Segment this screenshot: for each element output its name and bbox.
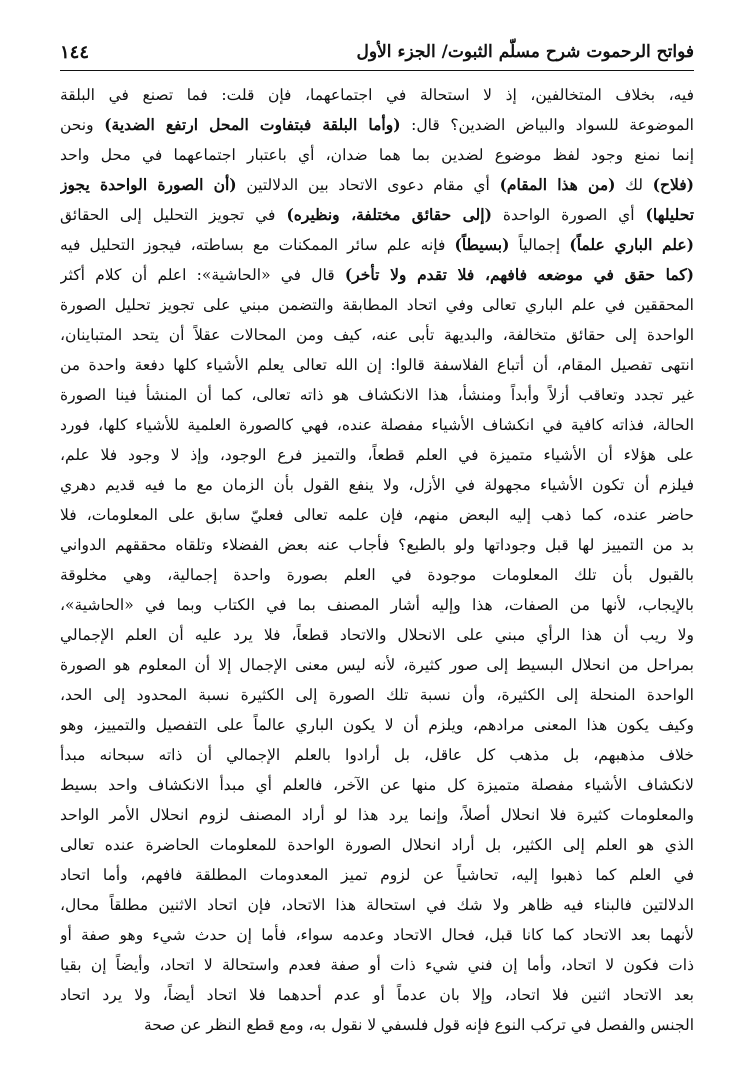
commentary-text: فيه، بخلاف المتخالفين، إذ لا استحالة في اجتماعهما، فإن قلت: فما تصنع في البلقة <box>60 86 694 104</box>
text-line <box>60 500 694 530</box>
commentary-text: غير تجدد وتعاقب أزلاً وأبداً ومنشأ، هذا الانكشاف هو ذاته تعالى، كما أن المنشأ فينا الصورة <box>60 386 694 404</box>
text-line <box>60 800 694 830</box>
text-line <box>60 140 694 170</box>
matn-text: (بسيطاً) <box>454 235 510 254</box>
commentary-text: الموضوعة للسواد والبياض الضدين؟ قال: <box>400 116 694 134</box>
running-title: فواتح الرحموت شرح مسلّم الثبوت/ الجزء الأول <box>356 42 694 62</box>
text-line <box>60 80 694 110</box>
commentary-text: المحققين في علم الباري تعالى وفي اتحاد المطابقة والتضمن مبني على تجويز تحليل الصورة <box>60 296 694 314</box>
body-text <box>60 80 694 1040</box>
text-line <box>60 1010 694 1040</box>
text-line <box>60 380 694 410</box>
text-line <box>60 710 694 740</box>
commentary-text: الواحدة المنحلة إلى الكثيرة، وأن نسبة تلك الصورة إلى الكثيرة نسبة المحدود إلى الحد، <box>60 686 694 704</box>
matn-text: (من هذا المقام) <box>499 175 616 194</box>
commentary-text: ونحن <box>60 116 105 134</box>
commentary-text: لك <box>615 176 653 194</box>
text-line <box>60 890 694 920</box>
matn-text: تحليلها) <box>645 205 694 224</box>
commentary-text: لأنهما بعد الاتحاد كما كانا قبل، فحال الاتحاد وعدمه سواء، فأما إن حدث شيء وهو صفة أو <box>60 926 694 944</box>
commentary-text: الجنس والفصل في تركب النوع فإنه قول فلسفي لا نقول به، ومع قطع النظر عن صحة <box>143 1016 694 1034</box>
text-line <box>60 950 694 980</box>
commentary-text: فيلزم أن تكون الأشياء مجهولة في الأزل، ولا ينفع القول بأن الزمان مع ما فيه قديم دهري <box>60 476 694 494</box>
commentary-text: الذي هو العلم إلى الكثير، بل أراد انحلال الصورة الواحدة للمعلومات الحاضرة عنده تعالى <box>60 836 694 854</box>
text-line <box>60 110 694 140</box>
commentary-text: وكيف يكون هذا المعنى مرادهم، ويلزم أن لا يكون الباري عالماً على التفصيل والتمييز، وهو <box>60 716 694 734</box>
text-line <box>60 560 694 590</box>
text-line <box>60 350 694 380</box>
commentary-text: بالإيجاب، لأنها من الصفات، هذا وإليه أشار المصنف بما في الكتاب وبما في «الحاشية»، <box>60 596 694 614</box>
commentary-text: فإنه علم سائر الممكنات مع بساطته، فيجوز التحليل فيه <box>60 236 455 254</box>
commentary-text: لانكشاف الأشياء مفصلة متميزة كل منها عن الآخر، فالعلم أي مبدأ الانكشاف واحد بسيط <box>60 776 694 794</box>
matn-text: (فلاح) <box>652 175 694 194</box>
commentary-text: إجمالياً <box>509 236 570 254</box>
text-line <box>60 290 694 320</box>
text-line <box>60 830 694 860</box>
commentary-text: قال في «الحاشية»: اعلم أن كلام أكثر <box>60 266 345 284</box>
commentary-text: انتهى تفصيل المقام، أن أتباع الفلاسفة قالوا: إن الله تعالى يعلم الأشياء كلها دفعة واحدة من <box>60 356 694 374</box>
text-line <box>60 260 694 290</box>
commentary-text: بمراحل من انحلال البسيط إلى صور كثيرة، لأنه ليس معنى الإجمال إلا أن المعلوم هو الصورة <box>60 656 694 674</box>
page-number: ١٤٤ <box>60 41 90 63</box>
text-line <box>60 440 694 470</box>
text-line <box>60 230 694 260</box>
text-line <box>60 920 694 950</box>
matn-text: (إلى حقائق مختلفة، ونظيره) <box>286 205 492 224</box>
commentary-text: في تجويز التحليل إلى الحقائق <box>60 206 287 224</box>
text-line <box>60 170 694 200</box>
commentary-text: خلاف مذهبهم، بل مذهب كل عاقل، بل أرادوا بالعلم الإجمالي أن ذاته سبحانه مبدأ <box>60 746 694 764</box>
matn-text: (علم الباري علماً) <box>569 235 694 254</box>
commentary-text: حاضر عنده، كما ذهب إليه البعض منهم، فإن علمه تعالى فعليّ سابق على المعلومات، فلا <box>60 506 694 524</box>
text-line <box>60 320 694 350</box>
header-rule <box>60 70 694 71</box>
text-line <box>60 980 694 1010</box>
text-line <box>60 680 694 710</box>
matn-text: (وأما البلقة فبتفاوت المحل ارتفع الضدية) <box>104 115 401 134</box>
commentary-text: بعد الاتحاد اثنين فلا اتحاد، وإلا بان عدماً أو عدم أحدهما فلا اتحاد أيضاً، ولا يرد اتحاد <box>60 986 694 1004</box>
text-line <box>60 530 694 560</box>
commentary-text: والمعلومات كثيرة فلا انحلال أصلاً، وإنما يرد هذا لو أراد المصنف لزوم انحلال الأمر الواحد <box>60 806 694 824</box>
text-line <box>60 860 694 890</box>
commentary-text: بالقبول بأن تلك المعلومات موجودة في العلم بصورة واحدة إجمالية، وهي مخلوقة <box>60 566 694 584</box>
text-line <box>60 770 694 800</box>
text-line <box>60 650 694 680</box>
commentary-text: ذات فكون لا اتحاد، وأما إن فني شيء ذات أو صفة فعدم واستحالة لا اتحاد، وأيضاً إن بقيا <box>60 956 694 974</box>
commentary-text: الواحدة إلى حقائق متخالفة، والبديهة تأبى عنه، كيف ومن المحالات عقلاً أن يتحد المتباينان، <box>60 326 694 344</box>
commentary-text: إنما نمنع وجود لفظ موضوع لضدين بما هما ضدان، أي باعتبار اجتماعهما في محل واحد <box>60 146 694 164</box>
commentary-text: أي مقام دعوى الاتحاد بين الدلالتين <box>236 176 500 194</box>
text-line <box>60 620 694 650</box>
page-header <box>60 34 694 70</box>
commentary-text: الحالة، فذاته كافية في انكشاف الأشياء مفصلة عنده، فهي كالصورة العلمية للأشياء كلها، فورد <box>60 416 694 434</box>
text-line <box>60 470 694 500</box>
text-line <box>60 410 694 440</box>
commentary-text: في العلم كما ذهبوا إليه، تحاشياً عن لزوم تميز المعدومات المطلقة فافهم، وأما اتحاد <box>60 866 694 884</box>
commentary-text: بد من التمييز لها قبل وجوداتها ولو بالطبع؟ فأجاب عنه بعض الفضلاء وتلقاه محققهم الدواني <box>60 536 694 554</box>
matn-text: (أن الصورة الواحدة يجوز <box>60 175 237 194</box>
commentary-text: على هؤلاء أن الأشياء متميزة في العلم قطعاً، والتميز فرع الوجود، وإذ لا وجود فلا علم، <box>60 446 694 464</box>
text-line <box>60 200 694 230</box>
commentary-text: ولا ريب أن هذا الرأي مبني على الانحلال والاتحاد قطعاً، فلا يرد عليه أن العلم الإجمالي <box>60 626 694 644</box>
text-line <box>60 590 694 620</box>
text-line <box>60 740 694 770</box>
commentary-text: الدلالتين فالبناء فيه ظاهر ولا شك في استحالة هذا الاتحاد، فإن اتحاد الاثنين مطلقاً محال، <box>60 896 694 914</box>
matn-text: (كما حقق في موضعه فافهم، فلا تقدم ولا تأخر) <box>344 265 694 284</box>
commentary-text: أي الصورة الواحدة <box>491 206 646 224</box>
